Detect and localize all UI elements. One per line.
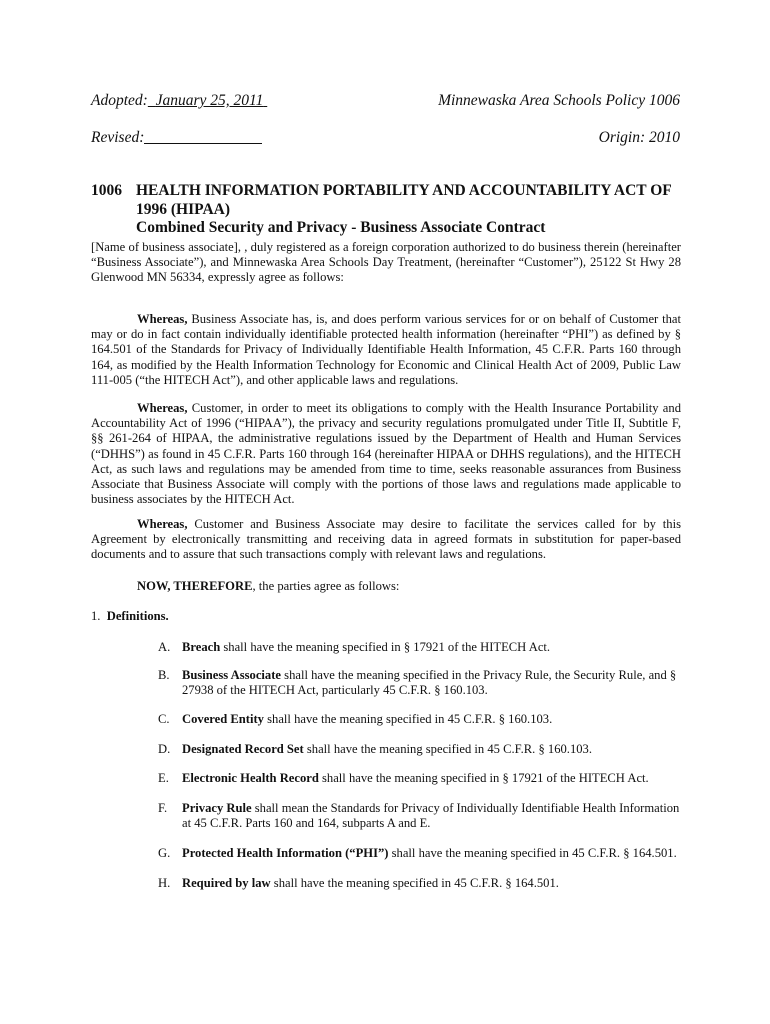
intro-paragraph: [Name of business associate], , duly registered as a foreign corporation authorized to do business therein (hereinafter “Business Associate”), and Minnewaska Area Schools Day Treatment, (hereinafter “Customer”), 25122 St Hwy 28 Glenwood MN 56334, expressly agree as follows: — [91, 240, 681, 285]
title-line-3: Combined Security and Privacy - Business Associate Contract — [136, 219, 546, 236]
policy-title — [91, 182, 691, 238]
revised-line — [91, 129, 262, 147]
definition-item: C. Covered Entity shall have the meaning specified in 45 C.F.R. § 160.103. — [158, 712, 553, 726]
section-title: Definitions. — [106, 609, 169, 623]
adopted-date: January 25, 2011 — [155, 92, 264, 109]
whereas-paragraph-3: Whereas, Customer and Business Associate may desire to facilitate the services called for by this Agreement by electronically transmitting and receiving data in agreed formats in substitution for paper-based documents and to assure that such transactions comply with relevant laws and regulations. — [91, 517, 681, 562]
revised-label: Revised: — [91, 129, 145, 146]
definition-item: A. Breach shall have the meaning specified in § 17921 of the HITECH Act. — [158, 640, 551, 654]
definition-item: F. Privacy Rule shall mean the Standards for Privacy of Individually Identifiable Health Information at 45 C.F.R. Parts 160 and 164, subparts A and E. — [158, 801, 680, 831]
origin: Origin: 2010 — [598, 129, 680, 146]
whereas-paragraph-1: Whereas, Business Associate has, is, and does perform various services for or on behalf of Customer that may or do in fact contain individually identifiable protected health information (hereinafter “PHI”) as defined by § 164.501 of the Standards for Privacy of Individually Identifiable Health Information, 45 C.F.R. Parts 160 through 164, as modified by the Health Information Technology for Economic and Clinical Health Act of 2009, Public Law 111-005 (“the HITECH Act”), and other applicable laws and regulations. — [91, 312, 681, 387]
now-therefore-paragraph: NOW, THEREFORE, the parties agree as follows: — [137, 579, 400, 593]
section-number: 1. — [91, 609, 101, 623]
title-line-2: 1996 (HIPAA) — [136, 200, 230, 218]
definition-item: H. Required by law shall have the meaning specified in 45 C.F.R. § 164.501. — [158, 876, 559, 890]
adopted-label: Adopted: — [91, 92, 148, 109]
policy-name: Minnewaska Area Schools Policy 1006 — [438, 92, 680, 109]
revised-blank — [144, 129, 262, 144]
policy-number: 1006 — [91, 182, 122, 199]
adopted-line — [91, 92, 267, 110]
title-line-1: HEALTH INFORMATION PORTABILITY AND ACCOUNTABILITY ACT OF — [136, 182, 672, 199]
definition-item: G. Protected Health Information (“PHI”) shall have the meaning specified in 45 C.F.R. § 164.501. — [158, 846, 677, 860]
whereas-paragraph-2: Whereas, Customer, in order to meet its obligations to comply with the Health Insurance Portability and Accountability Act of 1996 (“HIPAA”), the privacy and security regulations promulgated under Title II, Subtitle F, §§ 261-264 of HIPAA, the administrative regulations issued by the Department of Health and Human Services (“DHHS”) as found in 45 C.F.R. Parts 160 through 164 (hereinafter HIPAA or DHHS regulations), and the HITECH Act, as such laws and regulations may be amended from time to time, seeks reasonable assurances from Business Associate that Business Associate will comply with the portions of those laws and regulations made applicable to business associates by the HITECH Act. — [91, 401, 681, 507]
definition-item: E. Electronic Health Record shall have the meaning specified in § 17921 of the HITECH Act. — [158, 771, 649, 785]
definition-item: B. Business Associate shall have the meaning specified in the Privacy Rule, the Security Rule, and § 27938 of the HITECH Act, particularly 45 C.F.R. § 160.103. — [158, 668, 677, 698]
section-heading — [91, 609, 681, 624]
definition-item: D. Designated Record Set shall have the meaning specified in 45 C.F.R. § 160.103. — [158, 742, 592, 756]
